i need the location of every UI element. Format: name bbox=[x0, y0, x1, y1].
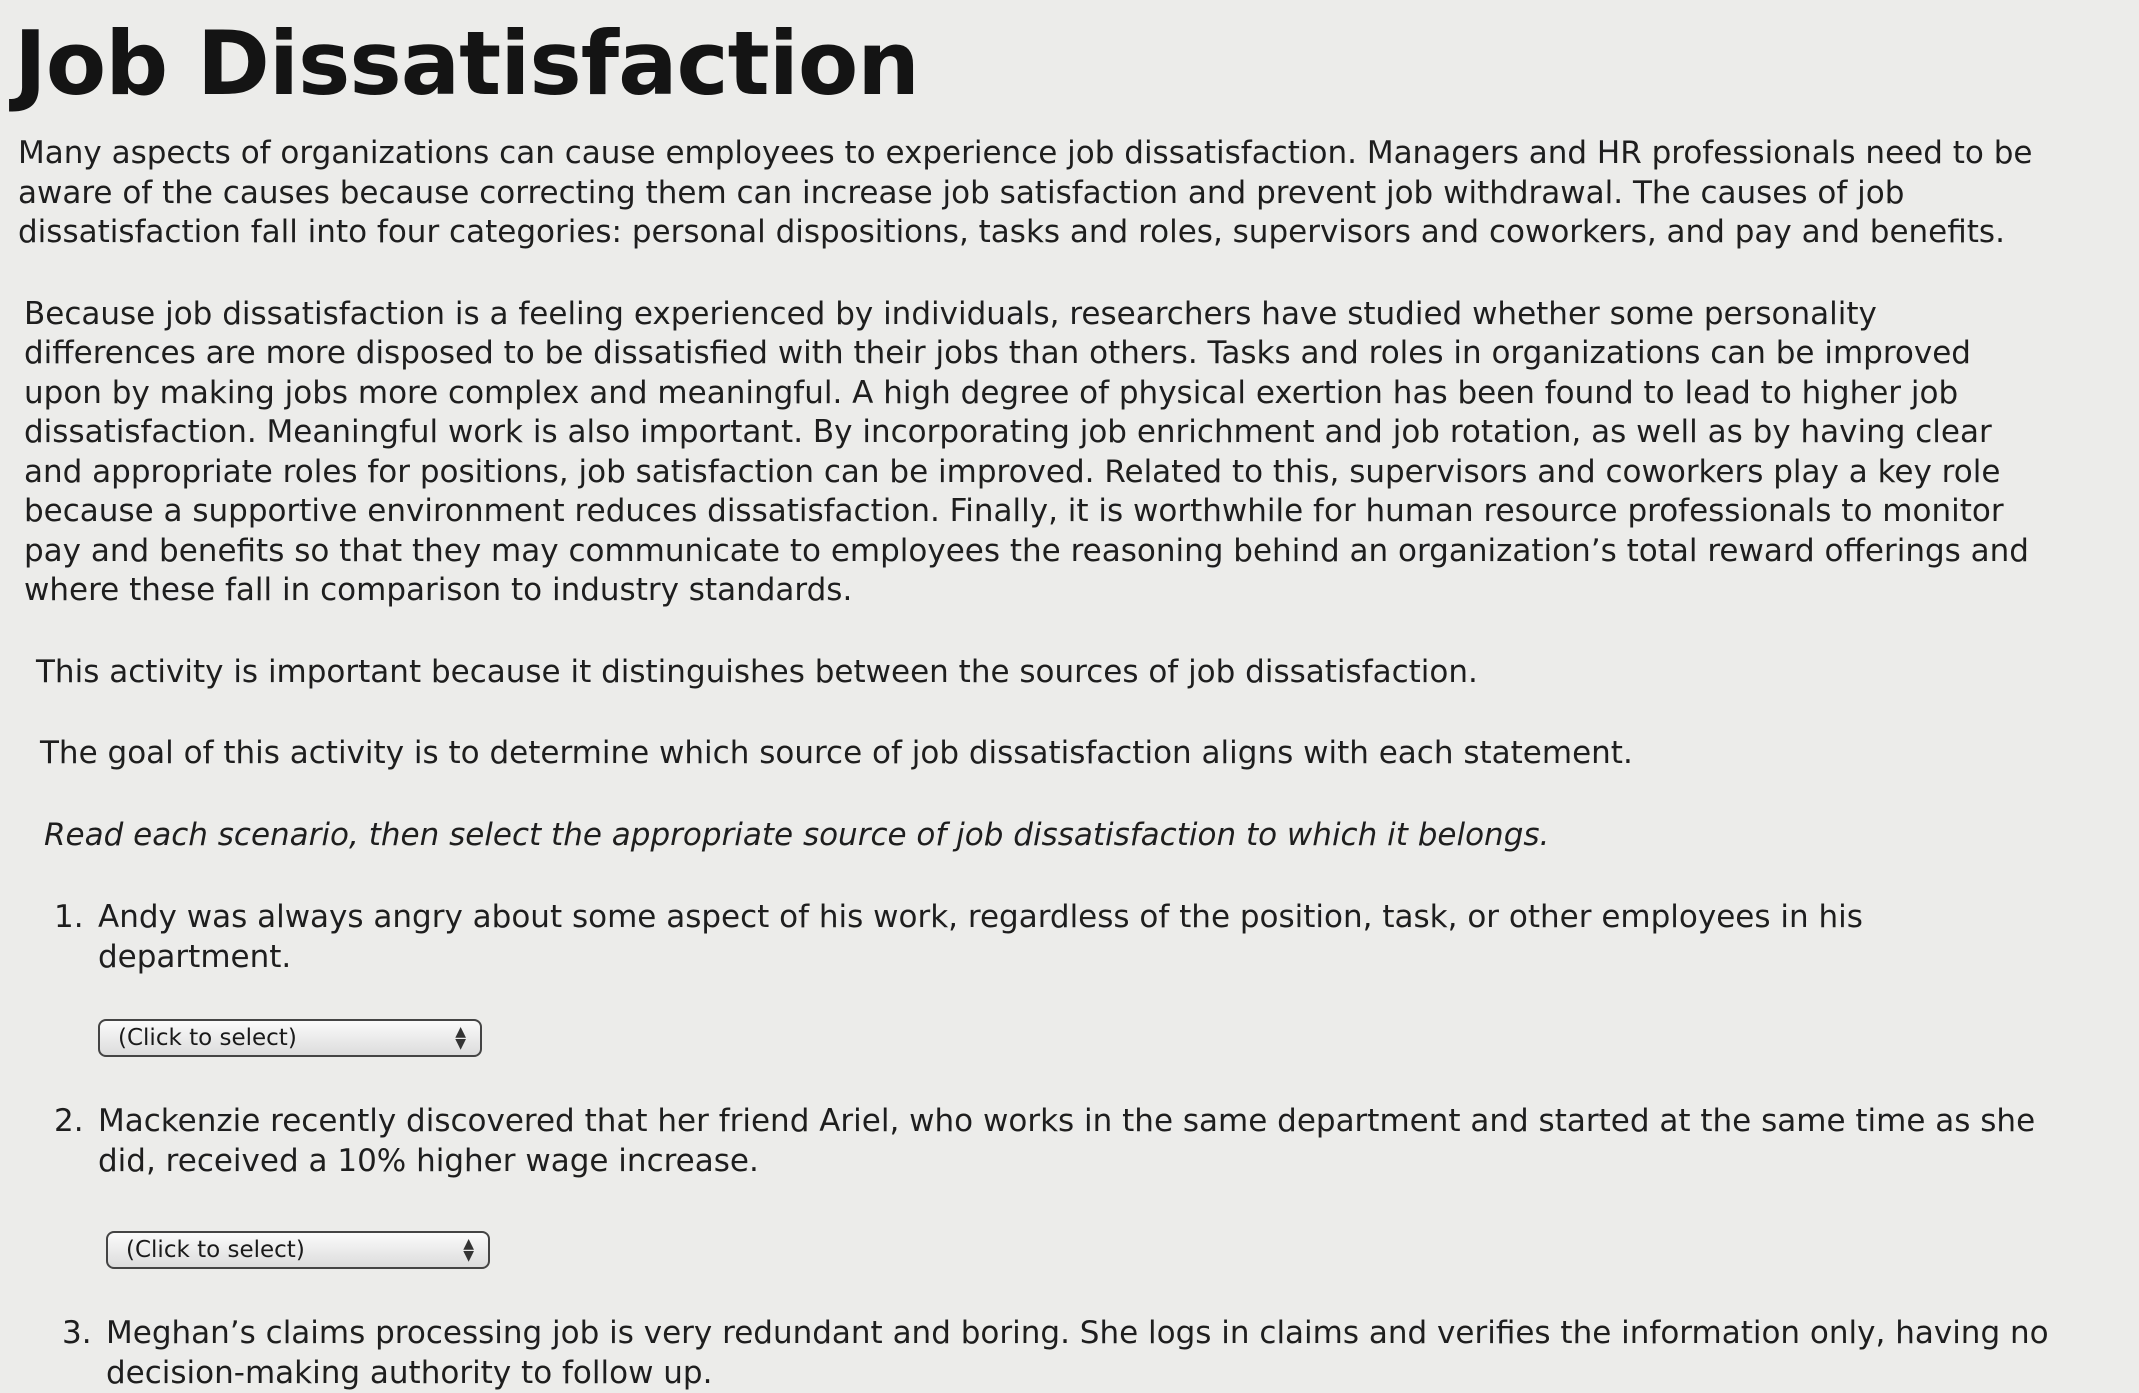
question-text: Mackenzie recently discovered that her friend Ariel, who works in the same department and started at the same time as she did, received a 10% higher wage increase. bbox=[98, 1103, 2036, 1179]
question-2-select[interactable] bbox=[106, 1231, 490, 1269]
select-value: (Click to select) bbox=[118, 1025, 297, 1051]
up-down-chevron-icon: ▲ ▼ bbox=[455, 1024, 466, 1052]
body-paragraph: Because job dissatisfaction is a feeling experienced by individuals, researchers have studied whether some personality differences are more disposed to be dissatisfied with their jobs than others. Tasks and roles in organizations can be improved upon by making jobs more complex and meaningful. A high degree of physical exertion has been found to lead to higher job dissatisfaction. Meaningful work is also important. By incorporating job enrichment and job rotation, as well as by having clear and appropriate roles for positions, job satisfaction can be improved. Related to this, supervisors and coworkers play a key role because a supportive environment reduces dissatisfaction. Finally, it is worthwhile for human resource professionals to monitor pay and benefits so that they may communicate to employees the reasoning behind an organization’s total reward offerings and where these fall in comparison to industry standards. bbox=[24, 295, 2029, 608]
up-down-chevron-icon: ▲ ▼ bbox=[463, 1236, 474, 1264]
question-number: 1. bbox=[54, 899, 84, 935]
question-number: 2. bbox=[54, 1103, 84, 1139]
question-1 bbox=[54, 897, 2044, 977]
question-2 bbox=[54, 1101, 2044, 1181]
question-1-select[interactable] bbox=[98, 1019, 482, 1057]
importance-paragraph: This activity is important because it distinguishes between the sources of job dissatisfaction. bbox=[36, 653, 1478, 690]
question-3 bbox=[62, 1313, 2052, 1393]
instruction-paragraph: Read each scenario, then select the appropriate source of job dissatisfaction to which it belongs. bbox=[44, 816, 1550, 853]
page-title: Job Dissatisfaction bbox=[14, 12, 919, 115]
goal-paragraph: The goal of this activity is to determine which source of job dissatisfaction aligns with each statement. bbox=[40, 735, 1633, 771]
question-text: Andy was always angry about some aspect of his work, regardless of the position, task, or other employees in his department. bbox=[98, 899, 1863, 975]
intro-paragraph: Many aspects of organizations can cause employees to experience job dissatisfaction. Managers and HR professionals need to be aware of the causes because correcting them can increase job satisfaction and prevent job withdrawal. The causes of job dissatisfaction fall into four categories: personal dispositions, tasks and roles, supervisors and coworkers, and pay and benefits. bbox=[18, 135, 2033, 250]
select-value: (Click to select) bbox=[126, 1237, 305, 1263]
question-number: 3. bbox=[62, 1315, 92, 1351]
question-text: Meghan’s claims processing job is very redundant and boring. She logs in claims and verifies the information only, having no decision-making authority to follow up. bbox=[106, 1315, 2049, 1391]
